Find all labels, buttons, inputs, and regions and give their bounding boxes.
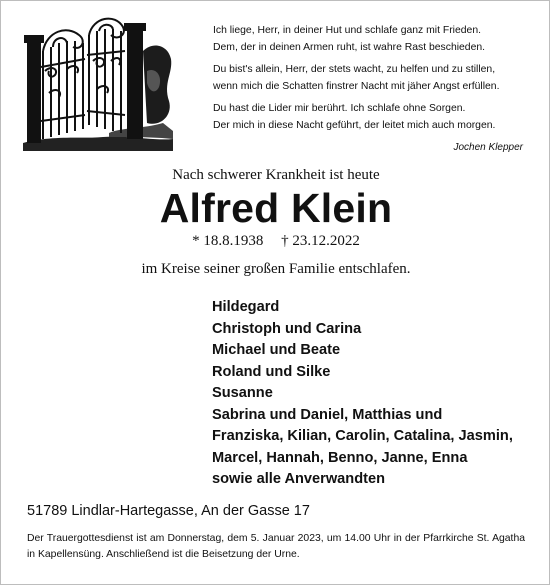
family-line: Franziska, Kilian, Carolin, Catalina, Jasmin, bbox=[212, 428, 513, 444]
intro-text: Nach schwerer Krankheit ist heute bbox=[172, 167, 380, 183]
poem-line: Ich liege, Herr, in deiner Hut und schlafe ganz mit Frieden. bbox=[213, 25, 481, 36]
address: 51789 Lindlar-Hartegasse, An der Gasse 17 bbox=[27, 503, 310, 519]
family-line: Marcel, Hannah, Benno, Janne, Enna bbox=[212, 449, 468, 466]
family-line: sowie alle Anverwandten bbox=[212, 471, 386, 487]
poem-line: Du bist's allein, Herr, der stets wacht, zu helfen und zu stillen, bbox=[213, 64, 496, 75]
poem-line: Du hast die Lider mir berührt. Ich schlafe ohne Sorgen. bbox=[213, 103, 466, 114]
poem-stanza bbox=[213, 62, 529, 95]
service-notice: Der Trauergottesdienst ist am Donnerstag, dem 5. Januar 2023, um 14.00 Uhr in der Pfarrkirche St. Agatha in Kapellensüng. Anschließend ist die Beisetzung der Urne. bbox=[27, 533, 525, 560]
poem-line: Der mich in diese Nacht geführt, der leitet mich auch morgen. bbox=[213, 119, 496, 131]
poem-line: Dem, der in deinen Armen ruht, ist wahre Rast beschieden. bbox=[213, 41, 486, 53]
poem-author: Jochen Klepper bbox=[453, 142, 523, 153]
poem-stanza bbox=[213, 101, 529, 134]
family-line: Hildegard bbox=[212, 299, 280, 315]
closing-text: im Kreise seiner großen Familie entschlafen. bbox=[141, 261, 411, 277]
poem-line: wenn mich die Schatten finstrer Nacht mit jäher Angst erfüllen. bbox=[213, 80, 500, 92]
death-date: † 23.12.2022 bbox=[281, 233, 360, 249]
family-line: Sabrina und Daniel, Matthias und bbox=[212, 406, 443, 423]
life-dates bbox=[1, 233, 550, 250]
poem-stanza bbox=[213, 23, 529, 56]
family-line: Susanne bbox=[212, 385, 273, 401]
iron-gate-icon bbox=[23, 11, 173, 151]
family-list bbox=[212, 297, 513, 491]
family-line: Christoph und Carina bbox=[212, 320, 362, 337]
family-line: Roland und Silke bbox=[212, 363, 331, 380]
birth-date: * 18.8.1938 bbox=[192, 233, 264, 249]
family-line: Michael und Beate bbox=[212, 342, 341, 358]
deceased-name: Alfred Klein bbox=[159, 185, 393, 231]
poem bbox=[213, 23, 529, 157]
